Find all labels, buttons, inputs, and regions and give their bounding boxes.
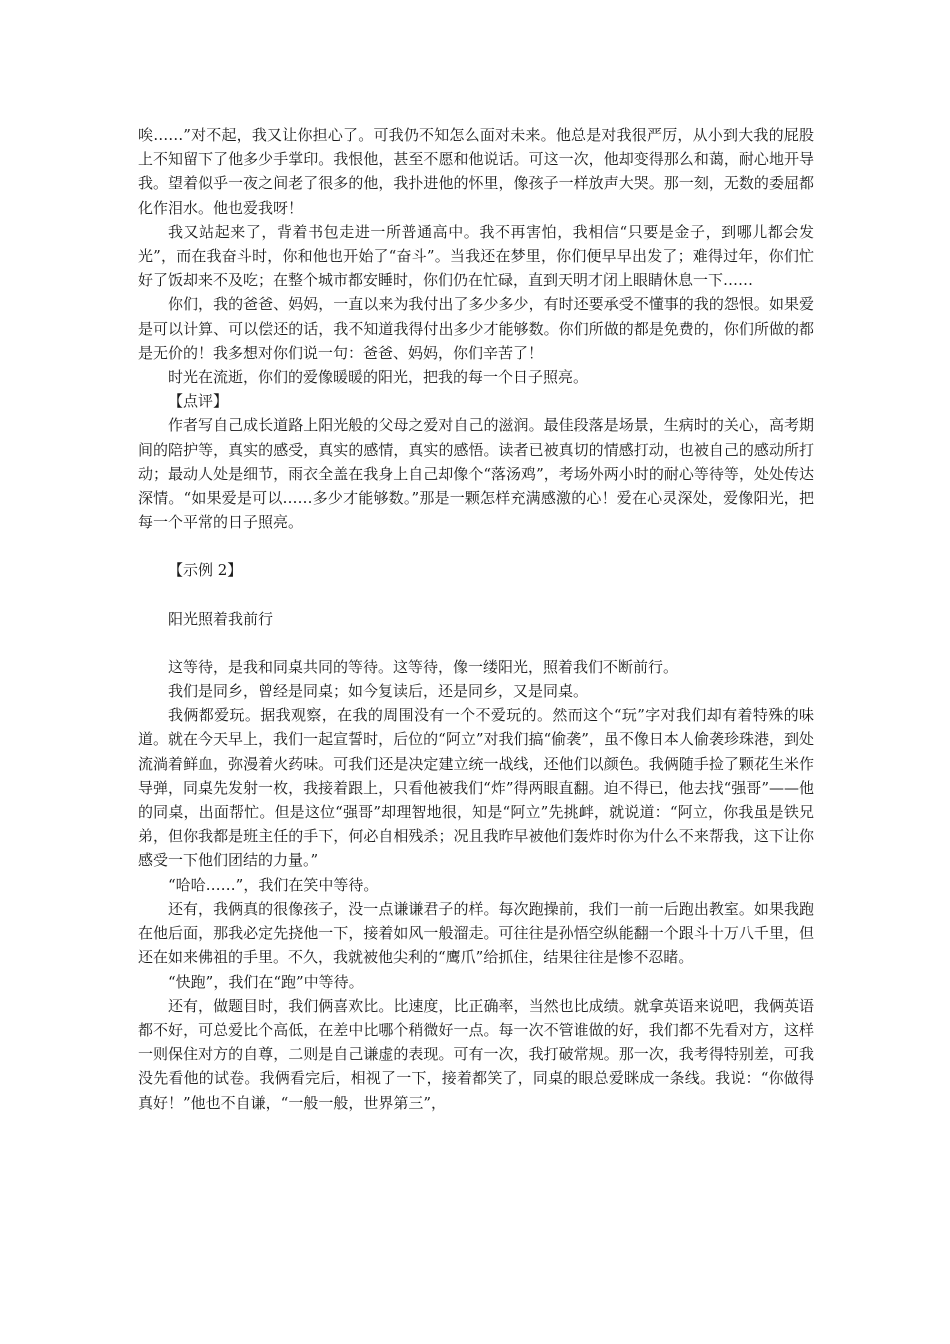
blank-line <box>138 583 814 607</box>
paragraph: 你们，我的爸爸、妈妈，一直以来为我付出了多少多少，有时还要承受不懂事的我的怨恨。如果爱是可以计算、可以偿还的话，我不知道我得付出多少才能够数。你们所做的都是免费的，你们所做的都是无价的！我多想对你们说一句：爸爸、妈妈，你们辛苦了！ <box>138 295 814 362</box>
paragraph: 我们是同乡，曾经是同桌；如今复读后，还是同乡，又是同桌。 <box>168 682 589 701</box>
paragraph: “快跑”，我们在“跑”中等待。 <box>168 972 364 991</box>
paragraph: 还有，我俩真的很像孩子，没一点谦谦君子的样。每次跑操前，我们一前一后跑出教室。如果我跑在他后面，那我必定先挠他一下，接着如风一般溜走。可往往是孙悟空纵能翻一个跟斗十万八千里，但还在如来佛祖的手里。不久，我就被他尖利的“鹰爪”给抓住，结果往往是惨不忍睹。 <box>138 899 814 967</box>
paragraph: 唉……”对不起，我又让你担心了。可我仍不知怎么面对未来。他总是对我很严厉，从小到大我的屁股上不知留下了他多少手掌印。我恨他，甚至不愿和他说话。可这一次，他却变得那么和蔼，耐心地开导我。望着似乎一夜之间老了很多的他，我扑进他的怀里，像孩子一样放声大哭。那一刻，无数的委屈都化作泪水。他也爱我呀！ <box>138 126 814 217</box>
document-page <box>138 123 814 1115</box>
paragraph: 我俩都爱玩。据我观察，在我的周围没有一个不爱玩的。然而这个“玩”字对我们却有着特殊的味道。就在今天早上，我们一起宣誓时，后位的“阿立”对我们搞“偷袭”，虽不像日本人偷袭珍珠港，到处流淌着鲜血，弥漫着火药味。可我们还是决定建立统一战线，还他们以颜色。我俩随手捡了颗花生米作导弹，同桌先发射一枚，我接着跟上，只看他被我们“炸”得两眼直翻。迫不得已，他去找“强哥”——他的同桌，出面帮忙。但是这位“强哥”却理智地很，知是“阿立”先挑衅，就说道：“阿立，你我虽是铁兄弟，但你我都是班主任的手下，何必自相残杀；况且我昨早被他们轰炸时你为什么不来帮我，这下让你感受一下他们团结的力量。” <box>138 706 814 870</box>
paragraph: 这等待，是我和同桌共同的等待。这等待，像一缕阳光，照着我们不断前行。 <box>168 657 679 676</box>
paragraph: 时光在流逝，你们的爱像暖暖的阳光，把我的每一个日子照亮。 <box>168 368 589 387</box>
paragraph: 我又站起来了，背着书包走进一所普通高中。我不再害怕，我相信“只要是金子，到哪儿都会发光”，而在我奋斗时，你和他也开始了“奋斗”。当我还在梦里，你们便早早出发了；难得过年，你们忙好了饭却来不及吃；在整个城市都安睡时，你们仍在忙碌，直到天明才闭上眼睛休息一下…… <box>138 222 814 290</box>
section-heading: 【点评】 <box>168 392 229 411</box>
blank-line <box>138 534 814 558</box>
paragraph: 作者写自己成长道路上阳光般的父母之爱对自己的滋润。最佳段落是场景，生病时的关心，高考期间的陪护等，真实的感受，真实的感情，真实的感悟。读者已被真切的情感打动，也被自己的感动所打动；最动人处是细节，雨衣全盖在我身上自己却像个“落汤鸡”，考场外两小时的耐心等待等，处处传达深情。“如果爱是可以……多少才能够数。”那是一颗怎样充满感激的心！爱在心灵深处，爱像阳光，把每一个平常的日子照亮。 <box>138 416 814 532</box>
paragraph: 还有，做题目时，我们俩喜欢比。比速度，比正确率，当然也比成绩。就拿英语来说吧，我俩英语都不好，可总爱比个高低，在差中比哪个稍微好一点。每一次不管谁做的好，我们都不先看对方，这样一则保住对方的自尊，二则是自己谦虚的表现。可有一次，我打破常规。那一次，我考得特别差，可我没先看他的试卷。我俩看完后，相视了一下，接着都笑了，同桌的眼总爱眯成一条线。我说：“你做得真好！”他也不自谦，“一般一般，世界第三”， <box>138 996 814 1112</box>
blank-line <box>138 631 814 655</box>
section-heading: 阳光照着我前行 <box>168 609 274 628</box>
paragraph: “哈哈……”，我们在笑中等待。 <box>168 875 379 894</box>
section-heading: 【示例 2】 <box>168 561 243 580</box>
